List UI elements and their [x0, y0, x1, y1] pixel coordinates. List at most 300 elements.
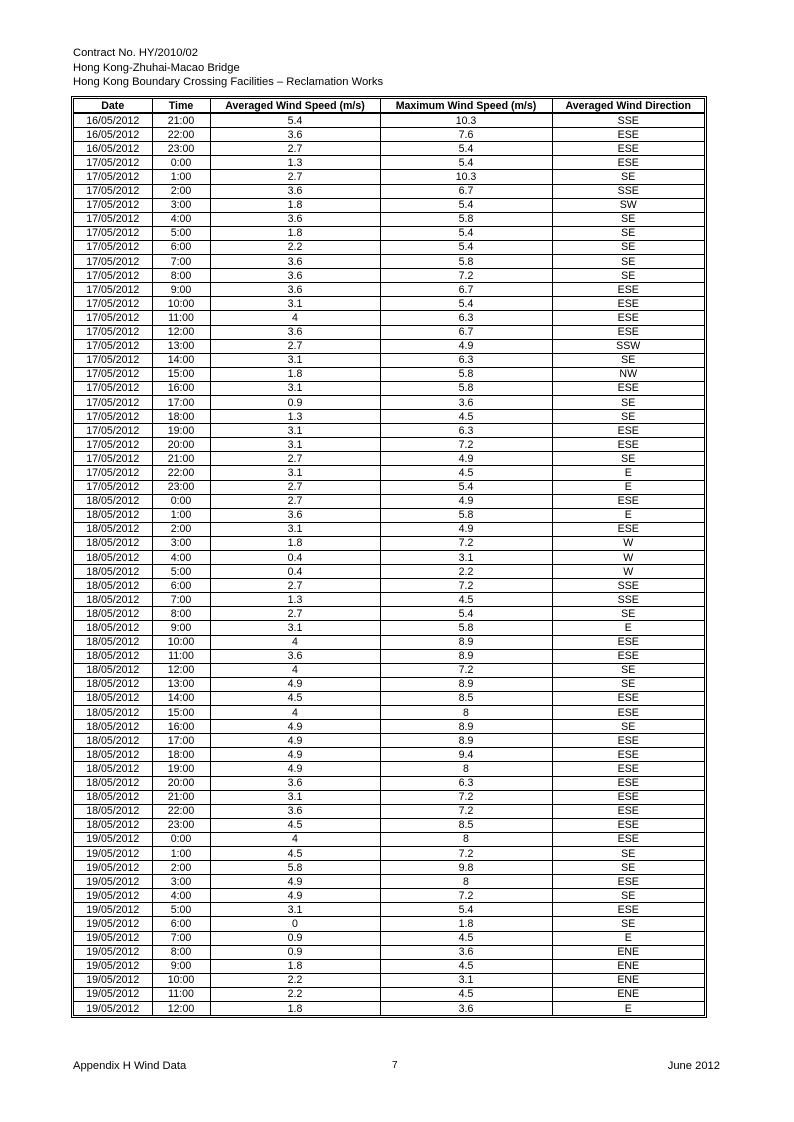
- max-speed-cell: 5.4: [380, 297, 552, 311]
- max-speed-cell: 2.2: [380, 565, 552, 579]
- avg-speed-cell: 3.6: [210, 649, 380, 663]
- table-row: [74, 607, 704, 621]
- direction-cell: SE: [552, 226, 704, 240]
- date-cell: 18/05/2012: [74, 635, 152, 649]
- date-cell: 17/05/2012: [74, 269, 152, 283]
- direction-cell: ESE: [552, 381, 704, 395]
- date-cell: 18/05/2012: [74, 818, 152, 832]
- avg-speed-cell: 0.9: [210, 395, 380, 409]
- time-cell: 1:00: [152, 846, 210, 860]
- avg-speed-cell: 2.7: [210, 170, 380, 184]
- time-cell: 7:00: [152, 593, 210, 607]
- table-row: [74, 1002, 704, 1016]
- date-cell: 16/05/2012: [74, 128, 152, 142]
- date-cell: 17/05/2012: [74, 339, 152, 353]
- direction-cell: SE: [552, 861, 704, 875]
- date-cell: 19/05/2012: [74, 832, 152, 846]
- table-row: [74, 551, 704, 565]
- table-row: [74, 734, 704, 748]
- time-cell: 19:00: [152, 762, 210, 776]
- direction-cell: ESE: [552, 142, 704, 156]
- table-row: [74, 395, 704, 409]
- table-row: [74, 621, 704, 635]
- time-cell: 12:00: [152, 325, 210, 339]
- avg-speed-cell: 3.1: [210, 424, 380, 438]
- direction-cell: ESE: [552, 875, 704, 889]
- direction-cell: SSE: [552, 113, 704, 128]
- max-speed-cell: 5.4: [380, 156, 552, 170]
- time-cell: 22:00: [152, 128, 210, 142]
- time-cell: 1:00: [152, 508, 210, 522]
- max-speed-cell: 4.9: [380, 522, 552, 536]
- date-cell: 17/05/2012: [74, 184, 152, 198]
- table-row: [74, 226, 704, 240]
- direction-cell: SE: [552, 410, 704, 424]
- date-cell: 18/05/2012: [74, 734, 152, 748]
- date-cell: 19/05/2012: [74, 917, 152, 931]
- max-speed-cell: 5.8: [380, 212, 552, 226]
- max-speed-cell: 5.4: [380, 226, 552, 240]
- avg-speed-cell: 4.5: [210, 691, 380, 705]
- max-speed-cell: 7.2: [380, 438, 552, 452]
- time-cell: 17:00: [152, 395, 210, 409]
- table-row: [74, 861, 704, 875]
- table-row: [74, 903, 704, 917]
- date-cell: 17/05/2012: [74, 311, 152, 325]
- max-speed-cell: 7.2: [380, 663, 552, 677]
- avg-speed-cell: 1.8: [210, 198, 380, 212]
- direction-cell: ESE: [552, 649, 704, 663]
- avg-speed-cell: 1.3: [210, 593, 380, 607]
- avg-speed-cell: 4.9: [210, 734, 380, 748]
- table-header-row: [74, 99, 704, 113]
- max-speed-cell: 10.3: [380, 170, 552, 184]
- date-cell: 18/05/2012: [74, 607, 152, 621]
- table-row: [74, 297, 704, 311]
- direction-cell: W: [552, 536, 704, 550]
- avg-speed-cell: 5.8: [210, 861, 380, 875]
- date-cell: 18/05/2012: [74, 748, 152, 762]
- avg-speed-cell: 2.2: [210, 973, 380, 987]
- table-row: [74, 706, 704, 720]
- date-cell: 17/05/2012: [74, 170, 152, 184]
- table-row: [74, 156, 704, 170]
- time-cell: 21:00: [152, 113, 210, 128]
- direction-cell: E: [552, 1002, 704, 1016]
- direction-cell: ESE: [552, 156, 704, 170]
- date-cell: 18/05/2012: [74, 508, 152, 522]
- max-speed-cell: 6.3: [380, 776, 552, 790]
- max-speed-cell: 7.6: [380, 128, 552, 142]
- max-speed-cell: 8: [380, 706, 552, 720]
- date-cell: 18/05/2012: [74, 720, 152, 734]
- date-cell: 19/05/2012: [74, 846, 152, 860]
- date-cell: 18/05/2012: [74, 621, 152, 635]
- time-cell: 23:00: [152, 818, 210, 832]
- date-cell: 17/05/2012: [74, 466, 152, 480]
- direction-cell: ESE: [552, 832, 704, 846]
- date-cell: 17/05/2012: [74, 156, 152, 170]
- avg-speed-cell: 2.2: [210, 987, 380, 1001]
- direction-cell: ESE: [552, 635, 704, 649]
- avg-speed-cell: 0.9: [210, 945, 380, 959]
- direction-cell: E: [552, 466, 704, 480]
- date-cell: 18/05/2012: [74, 522, 152, 536]
- max-speed-cell: 5.8: [380, 381, 552, 395]
- avg-speed-cell: 1.3: [210, 410, 380, 424]
- date-cell: 18/05/2012: [74, 762, 152, 776]
- avg-speed-cell: 3.6: [210, 325, 380, 339]
- date-cell: 17/05/2012: [74, 381, 152, 395]
- direction-cell: ENE: [552, 973, 704, 987]
- date-cell: 18/05/2012: [74, 677, 152, 691]
- max-speed-cell: 3.1: [380, 551, 552, 565]
- avg-speed-cell: 4.9: [210, 677, 380, 691]
- direction-cell: ENE: [552, 987, 704, 1001]
- table-row: [74, 367, 704, 381]
- avg-speed-cell: 3.1: [210, 522, 380, 536]
- direction-cell: SSW: [552, 339, 704, 353]
- table-row: [74, 325, 704, 339]
- time-cell: 2:00: [152, 861, 210, 875]
- avg-speed-cell: 3.6: [210, 508, 380, 522]
- direction-cell: ESE: [552, 762, 704, 776]
- max-speed-cell: 5.4: [380, 480, 552, 494]
- max-speed-cell: 3.6: [380, 395, 552, 409]
- max-speed-cell: 4.9: [380, 339, 552, 353]
- date-cell: 19/05/2012: [74, 1002, 152, 1016]
- max-speed-cell: 7.2: [380, 889, 552, 903]
- direction-cell: SE: [552, 917, 704, 931]
- time-cell: 8:00: [152, 945, 210, 959]
- table-body: [74, 113, 704, 1015]
- direction-cell: SE: [552, 452, 704, 466]
- table-row: [74, 945, 704, 959]
- table-row: [74, 438, 704, 452]
- avg-speed-cell: 3.1: [210, 438, 380, 452]
- direction-cell: E: [552, 931, 704, 945]
- avg-speed-cell: 0.9: [210, 931, 380, 945]
- avg-speed-cell: 2.2: [210, 240, 380, 254]
- max-speed-cell: 1.8: [380, 917, 552, 931]
- time-cell: 20:00: [152, 776, 210, 790]
- time-cell: 11:00: [152, 649, 210, 663]
- avg-speed-cell: 1.8: [210, 1002, 380, 1016]
- max-speed-cell: 5.8: [380, 621, 552, 635]
- date-cell: 19/05/2012: [74, 959, 152, 973]
- direction-cell: ESE: [552, 128, 704, 142]
- date-cell: 16/05/2012: [74, 113, 152, 128]
- date-cell: 18/05/2012: [74, 790, 152, 804]
- max-speed-cell: 4.9: [380, 494, 552, 508]
- direction-cell: SE: [552, 677, 704, 691]
- time-cell: 4:00: [152, 889, 210, 903]
- time-cell: 19:00: [152, 424, 210, 438]
- table-row: [74, 663, 704, 677]
- avg-speed-cell: 3.1: [210, 903, 380, 917]
- avg-speed-cell: 4.9: [210, 889, 380, 903]
- date-cell: 19/05/2012: [74, 903, 152, 917]
- date-cell: 17/05/2012: [74, 226, 152, 240]
- avg-speed-cell: 4: [210, 706, 380, 720]
- time-cell: 0:00: [152, 832, 210, 846]
- direction-cell: E: [552, 621, 704, 635]
- table-row: [74, 269, 704, 283]
- max-speed-cell: 4.5: [380, 931, 552, 945]
- max-speed-cell: 3.6: [380, 945, 552, 959]
- table-row: [74, 198, 704, 212]
- avg-speed-cell: 3.6: [210, 776, 380, 790]
- max-speed-cell: 7.2: [380, 579, 552, 593]
- direction-cell: SE: [552, 170, 704, 184]
- date-cell: 17/05/2012: [74, 212, 152, 226]
- date-cell: 18/05/2012: [74, 494, 152, 508]
- avg-speed-cell: 4: [210, 311, 380, 325]
- date-cell: 17/05/2012: [74, 297, 152, 311]
- direction-cell: ESE: [552, 776, 704, 790]
- max-speed-cell: 4.5: [380, 593, 552, 607]
- direction-cell: ESE: [552, 691, 704, 705]
- time-cell: 12:00: [152, 1002, 210, 1016]
- table-row: [74, 311, 704, 325]
- avg-speed-cell: 4.5: [210, 846, 380, 860]
- direction-cell: W: [552, 551, 704, 565]
- time-cell: 13:00: [152, 339, 210, 353]
- column-header-time: Time: [152, 99, 210, 113]
- avg-speed-cell: 4: [210, 663, 380, 677]
- footer-appendix-label: Appendix H Wind Data: [73, 1060, 187, 1072]
- date-cell: 19/05/2012: [74, 875, 152, 889]
- max-speed-cell: 4.9: [380, 452, 552, 466]
- table-row: [74, 452, 704, 466]
- time-cell: 10:00: [152, 635, 210, 649]
- avg-speed-cell: 3.1: [210, 297, 380, 311]
- avg-speed-cell: 0.4: [210, 551, 380, 565]
- avg-speed-cell: 2.7: [210, 142, 380, 156]
- time-cell: 15:00: [152, 367, 210, 381]
- direction-cell: SE: [552, 889, 704, 903]
- date-cell: 19/05/2012: [74, 945, 152, 959]
- wind-data-table: [74, 99, 704, 1015]
- date-cell: 18/05/2012: [74, 663, 152, 677]
- max-speed-cell: 8.9: [380, 677, 552, 691]
- table-row: [74, 410, 704, 424]
- table-row: [74, 762, 704, 776]
- direction-cell: ESE: [552, 438, 704, 452]
- time-cell: 10:00: [152, 973, 210, 987]
- table-row: [74, 113, 704, 128]
- time-cell: 3:00: [152, 875, 210, 889]
- time-cell: 23:00: [152, 480, 210, 494]
- time-cell: 21:00: [152, 452, 210, 466]
- table-row: [74, 635, 704, 649]
- avg-speed-cell: 2.7: [210, 452, 380, 466]
- max-speed-cell: 9.4: [380, 748, 552, 762]
- max-speed-cell: 8.5: [380, 691, 552, 705]
- time-cell: 9:00: [152, 959, 210, 973]
- time-cell: 5:00: [152, 903, 210, 917]
- time-cell: 4:00: [152, 212, 210, 226]
- date-cell: 16/05/2012: [74, 142, 152, 156]
- time-cell: 0:00: [152, 494, 210, 508]
- table-row: [74, 649, 704, 663]
- column-header-avg-speed: Averaged Wind Speed (m/s): [210, 99, 380, 113]
- table-row: [74, 353, 704, 367]
- direction-cell: SE: [552, 269, 704, 283]
- table-row: [74, 959, 704, 973]
- avg-speed-cell: 1.8: [210, 367, 380, 381]
- avg-speed-cell: 3.6: [210, 269, 380, 283]
- avg-speed-cell: 4.9: [210, 748, 380, 762]
- date-cell: 17/05/2012: [74, 353, 152, 367]
- avg-speed-cell: 0.4: [210, 565, 380, 579]
- date-cell: 18/05/2012: [74, 706, 152, 720]
- table-row: [74, 184, 704, 198]
- direction-cell: ESE: [552, 818, 704, 832]
- time-cell: 3:00: [152, 536, 210, 550]
- time-cell: 6:00: [152, 917, 210, 931]
- project-name: Hong Kong-Zhuhai-Macao Bridge: [73, 61, 240, 74]
- works-title: Hong Kong Boundary Crossing Facilities – Reclamation Works: [73, 76, 384, 88]
- max-speed-cell: 5.8: [380, 255, 552, 269]
- table-row: [74, 846, 704, 860]
- table-row: [74, 720, 704, 734]
- max-speed-cell: 9.8: [380, 861, 552, 875]
- max-speed-cell: 5.4: [380, 240, 552, 254]
- max-speed-cell: 10.3: [380, 113, 552, 128]
- time-cell: 7:00: [152, 931, 210, 945]
- direction-cell: SE: [552, 255, 704, 269]
- max-speed-cell: 5.4: [380, 142, 552, 156]
- max-speed-cell: 7.2: [380, 804, 552, 818]
- direction-cell: ESE: [552, 522, 704, 536]
- date-cell: 19/05/2012: [74, 931, 152, 945]
- direction-cell: SW: [552, 198, 704, 212]
- time-cell: 5:00: [152, 565, 210, 579]
- time-cell: 0:00: [152, 156, 210, 170]
- time-cell: 14:00: [152, 353, 210, 367]
- max-speed-cell: 7.2: [380, 846, 552, 860]
- max-speed-cell: 8: [380, 762, 552, 776]
- max-speed-cell: 4.5: [380, 959, 552, 973]
- avg-speed-cell: 2.7: [210, 339, 380, 353]
- max-speed-cell: 6.3: [380, 311, 552, 325]
- table-row: [74, 889, 704, 903]
- time-cell: 6:00: [152, 579, 210, 593]
- direction-cell: SE: [552, 846, 704, 860]
- date-cell: 18/05/2012: [74, 551, 152, 565]
- table-row: [74, 804, 704, 818]
- direction-cell: ESE: [552, 748, 704, 762]
- direction-cell: ESE: [552, 325, 704, 339]
- direction-cell: ESE: [552, 804, 704, 818]
- table-row: [74, 987, 704, 1001]
- date-cell: 17/05/2012: [74, 395, 152, 409]
- direction-cell: ESE: [552, 311, 704, 325]
- avg-speed-cell: 5.4: [210, 113, 380, 128]
- date-cell: 19/05/2012: [74, 861, 152, 875]
- date-cell: 17/05/2012: [74, 255, 152, 269]
- direction-cell: E: [552, 508, 704, 522]
- max-speed-cell: 6.3: [380, 424, 552, 438]
- direction-cell: ENE: [552, 945, 704, 959]
- table-row: [74, 832, 704, 846]
- max-speed-cell: 8.9: [380, 635, 552, 649]
- avg-speed-cell: 1.8: [210, 536, 380, 550]
- max-speed-cell: 3.6: [380, 1002, 552, 1016]
- direction-cell: SE: [552, 353, 704, 367]
- max-speed-cell: 4.5: [380, 410, 552, 424]
- direction-cell: ENE: [552, 959, 704, 973]
- direction-cell: SSE: [552, 579, 704, 593]
- table-row: [74, 480, 704, 494]
- date-cell: 19/05/2012: [74, 889, 152, 903]
- date-cell: 17/05/2012: [74, 410, 152, 424]
- avg-speed-cell: 4.5: [210, 818, 380, 832]
- time-cell: 1:00: [152, 170, 210, 184]
- table-row: [74, 142, 704, 156]
- avg-speed-cell: 3.1: [210, 621, 380, 635]
- avg-speed-cell: 3.1: [210, 790, 380, 804]
- table-row: [74, 565, 704, 579]
- table-row: [74, 128, 704, 142]
- max-speed-cell: 8.9: [380, 649, 552, 663]
- max-speed-cell: 4.5: [380, 987, 552, 1001]
- direction-cell: SE: [552, 395, 704, 409]
- time-cell: 7:00: [152, 255, 210, 269]
- table-row: [74, 748, 704, 762]
- table-row: [74, 818, 704, 832]
- direction-cell: SE: [552, 663, 704, 677]
- avg-speed-cell: 3.6: [210, 255, 380, 269]
- max-speed-cell: 5.8: [380, 367, 552, 381]
- direction-cell: SE: [552, 720, 704, 734]
- table-row: [74, 691, 704, 705]
- time-cell: 17:00: [152, 734, 210, 748]
- time-cell: 18:00: [152, 410, 210, 424]
- direction-cell: ESE: [552, 283, 704, 297]
- date-cell: 18/05/2012: [74, 804, 152, 818]
- avg-speed-cell: 4.9: [210, 720, 380, 734]
- avg-speed-cell: 2.7: [210, 494, 380, 508]
- date-cell: 17/05/2012: [74, 367, 152, 381]
- wind-data-table-frame: [71, 96, 707, 1018]
- date-cell: 17/05/2012: [74, 325, 152, 339]
- contract-number: Contract No. HY/2010/02: [73, 47, 198, 59]
- time-cell: 11:00: [152, 987, 210, 1001]
- avg-speed-cell: 3.6: [210, 212, 380, 226]
- max-speed-cell: 6.7: [380, 325, 552, 339]
- time-cell: 9:00: [152, 621, 210, 635]
- direction-cell: W: [552, 565, 704, 579]
- table-row: [74, 875, 704, 889]
- time-cell: 23:00: [152, 142, 210, 156]
- table-row: [74, 917, 704, 931]
- direction-cell: E: [552, 480, 704, 494]
- direction-cell: ESE: [552, 297, 704, 311]
- table-row: [74, 339, 704, 353]
- time-cell: 16:00: [152, 381, 210, 395]
- time-cell: 2:00: [152, 522, 210, 536]
- date-cell: 18/05/2012: [74, 536, 152, 550]
- max-speed-cell: 8: [380, 875, 552, 889]
- date-cell: 17/05/2012: [74, 198, 152, 212]
- time-cell: 10:00: [152, 297, 210, 311]
- time-cell: 14:00: [152, 691, 210, 705]
- max-speed-cell: 7.2: [380, 269, 552, 283]
- table-row: [74, 240, 704, 254]
- avg-speed-cell: 2.7: [210, 480, 380, 494]
